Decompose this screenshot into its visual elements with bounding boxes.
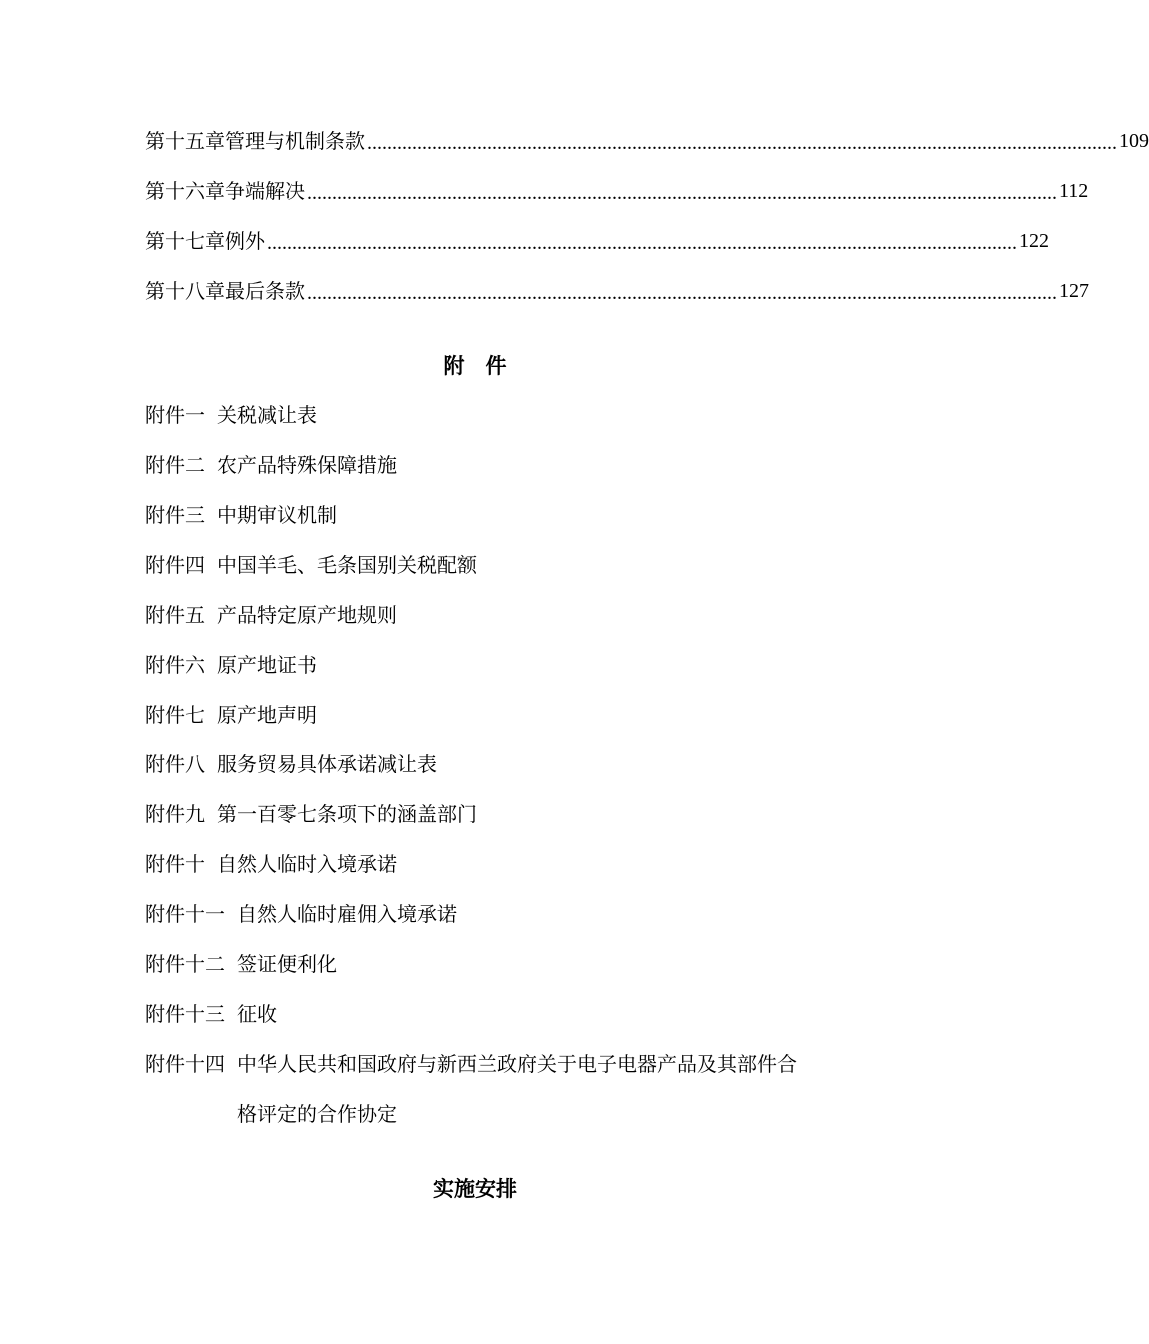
annex-title: 关税减让表	[217, 403, 317, 427]
toc-page-number: 122	[1019, 230, 1049, 252]
annex-item	[145, 998, 815, 1030]
toc-chapter-number: 第十八章	[145, 279, 225, 303]
annex-item	[145, 499, 815, 531]
annex-label: 附件十三	[145, 1002, 225, 1026]
toc-chapter-title: 管理与机制条款	[225, 129, 365, 153]
annex-item	[145, 599, 815, 631]
annex-title: 签证便利化	[237, 952, 337, 976]
annex-label: 附件二	[145, 453, 205, 477]
annex-section-heading: 附 件	[443, 353, 507, 378]
annex-label: 附件八	[145, 752, 205, 776]
annex-item	[145, 748, 815, 780]
annex-title: 征收	[237, 1002, 277, 1026]
annex-label: 附件十	[145, 852, 205, 876]
annex-item	[145, 948, 815, 980]
toc-dot-leader: ......................................................................................................................................................	[367, 132, 1117, 154]
annex-item	[145, 699, 815, 731]
toc-chapter-number: 第十五章	[145, 129, 225, 153]
toc-page-number: 109	[1119, 130, 1149, 152]
toc-page-number: 112	[1059, 180, 1089, 202]
annex-label: 附件四	[145, 553, 205, 577]
annex-title: 自然人临时入境承诺	[217, 852, 397, 876]
annex-label: 附件十一	[145, 902, 225, 926]
annex-title: 自然人临时雇佣入境承诺	[237, 902, 457, 926]
annex-item	[145, 399, 815, 431]
annex-title: 原产地证书	[217, 653, 317, 677]
annex-title: 服务贸易具体承诺减让表	[217, 752, 437, 776]
toc-entry	[145, 175, 1089, 207]
annex-label: 附件七	[145, 703, 205, 727]
annex-label: 附件十四	[145, 1052, 225, 1076]
annex-label: 附件五	[145, 603, 205, 627]
implementation-section-heading: 实施安排	[433, 1176, 517, 1201]
toc-page-number: 127	[1059, 280, 1089, 302]
toc-chapter-number: 第十七章	[145, 229, 225, 253]
toc-chapter-title: 最后条款	[225, 279, 305, 303]
annex-item	[145, 798, 815, 830]
annex-title: 产品特定原产地规则	[217, 603, 397, 627]
annex-item	[145, 848, 815, 880]
annex-item	[145, 898, 815, 930]
toc-chapter-title: 例外	[225, 229, 265, 253]
annex-title: 中期审议机制	[217, 503, 337, 527]
annex-label: 附件三	[145, 503, 205, 527]
toc-entry	[145, 125, 1149, 157]
annex-item	[145, 449, 815, 481]
toc-entry	[145, 225, 1049, 257]
toc-dot-leader: ......................................................................................................................................................	[307, 282, 1057, 304]
annex-title: 农产品特殊保障措施	[217, 453, 397, 477]
annex-title: 原产地声明	[217, 703, 317, 727]
annex-label: 附件十二	[145, 952, 225, 976]
toc-dot-leader: ......................................................................................................................................................	[307, 182, 1057, 204]
annex-label: 附件六	[145, 653, 205, 677]
annex-title: 中华人民共和国政府与新西兰政府关于电子电器产品及其部件合格评定的合作协定	[237, 1052, 797, 1126]
toc-entry	[145, 275, 1089, 307]
annex-item	[145, 649, 815, 681]
toc-chapter-number: 第十六章	[145, 179, 225, 203]
annex-label: 附件一	[145, 403, 205, 427]
annex-item	[145, 1048, 815, 1139]
toc-dot-leader: ......................................................................................................................................................	[267, 232, 1017, 254]
annex-item	[145, 549, 815, 581]
annex-label: 附件九	[145, 802, 205, 826]
toc-chapter-title: 争端解决	[225, 179, 305, 203]
annex-title: 中国羊毛、毛条国别关税配额	[217, 553, 477, 577]
annex-title: 第一百零七条项下的涵盖部门	[217, 802, 477, 826]
